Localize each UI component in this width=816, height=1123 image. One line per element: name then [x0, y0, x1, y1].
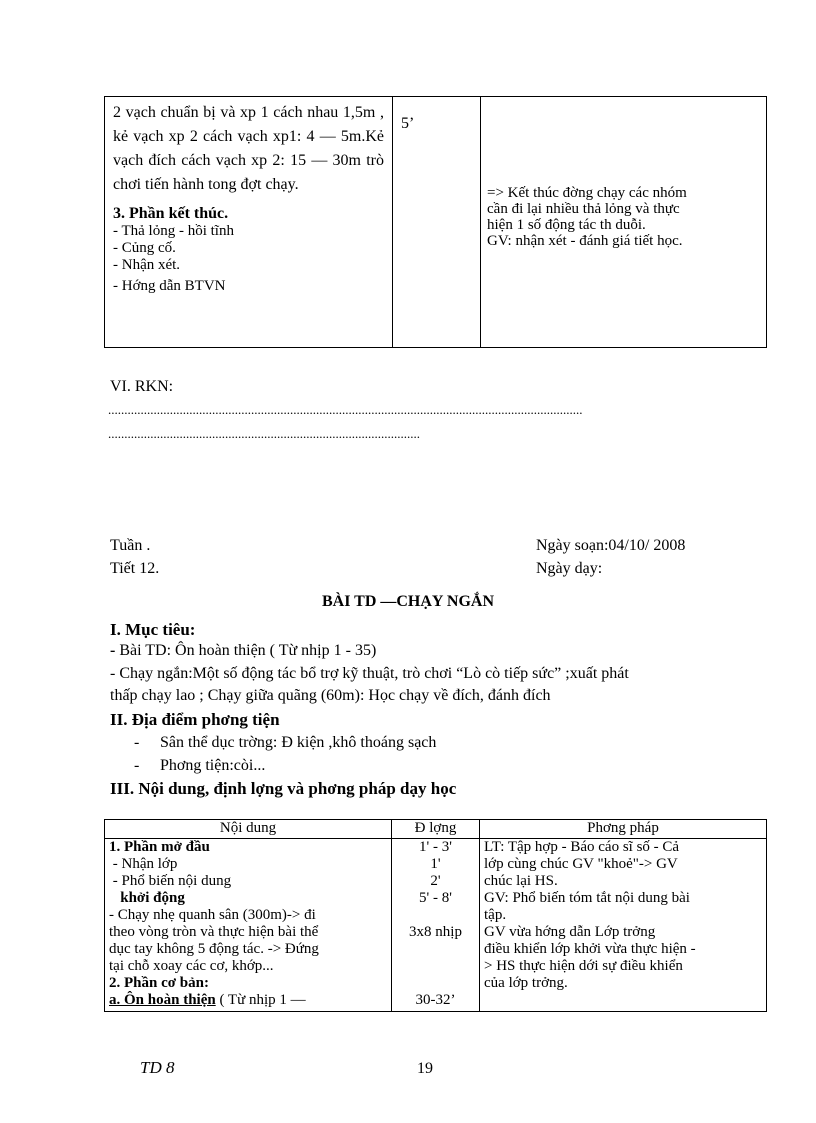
tuan-label: Tuần .: [110, 537, 151, 554]
right-line: GV: nhận xét - đánh giá tiết học.: [487, 233, 683, 249]
method-line: chúc lại HS.: [484, 873, 558, 889]
method-line: lớp cùng chúc GV "khoẻ"-> GV: [484, 856, 678, 872]
header-method: Phơng pháp: [480, 820, 767, 839]
bullet-dash: -: [134, 757, 140, 774]
ngay-soan: Ngày soạn:04/10/ 2008: [536, 537, 686, 554]
content-line: - Nhận lớp: [109, 856, 178, 872]
right-line: hiện 1 số động tác th duỗi.: [487, 217, 646, 233]
method-line: tập.: [484, 907, 507, 923]
content-cell: [105, 839, 392, 1012]
right-line: cần đi lại nhiều thả lỏng và thực: [487, 201, 680, 217]
method-line: GV: Phổ biến tóm tắt nội dung bài: [484, 890, 690, 906]
amount-value: [396, 958, 475, 975]
lesson-table: [104, 819, 767, 1012]
top-left-paragraph: 2 vạch chuẩn bị và xp 1 cách nhau 1,5m , kẻ vạch xp 2 cách vạch xp1: 4 — 5m.Kẻ vạch đích cách vạch xp 2: 15 — 30m trò chơi tiến hành tong đợt chạy.: [113, 104, 384, 193]
amount-value: [396, 907, 475, 924]
ngay-day: Ngày dạy:: [536, 560, 603, 577]
content-line: - Chạy nhẹ quanh sân (300m)-> đi: [109, 907, 316, 923]
table-row: [105, 839, 767, 1012]
method-line: của lớp trởng.: [484, 975, 568, 991]
amount-value: [396, 975, 475, 992]
content-line: dục tay không 5 động tác. -> Đứng: [109, 941, 319, 957]
content-line: tại chỗ xoay các cơ, khớp...: [109, 958, 274, 974]
equipment-item: Phơng tiện:còi...: [160, 757, 266, 774]
amount-value: 2': [430, 873, 441, 889]
lesson-title: BÀI TD —CHẠY NGẮN: [321, 593, 494, 610]
section-1-heading: I. Mục tiêu:: [110, 620, 196, 639]
objective-line-1: - Bài TD: Ôn hoàn thiện ( Từ nhịp 1 - 35): [110, 642, 377, 659]
method-line: GV vừa hớng dẫn Lớp trởng: [484, 924, 656, 940]
end-item: - Thả lỏng - hồi tĩnh: [113, 223, 234, 239]
header-amount: Đ lợng: [392, 820, 480, 839]
content-line: theo vòng tròn và thực hiện bài thể: [109, 924, 319, 940]
amount-value: 30-32’: [415, 992, 456, 1008]
top-table-left-cell: [105, 97, 393, 348]
amount-cell: [392, 839, 480, 1012]
top-table: [104, 96, 767, 348]
rkn-dotted-line-1: ..................................................................................................................................................: [108, 402, 583, 417]
amount-value: 1': [430, 856, 441, 872]
amount-value: [396, 941, 475, 958]
header-content: Nội dung: [105, 820, 392, 839]
amount-value: 3x8 nhịp: [409, 924, 462, 940]
location-item: Sân thể dục trờng: Đ kiện ,khô thoáng sạch: [160, 734, 437, 751]
top-table-time-cell: [393, 97, 481, 348]
content-line: khởi động: [109, 890, 185, 906]
content-line: - Phổ biến nội dung: [109, 873, 232, 889]
method-line: > HS thực hiện dới sự điều khiển: [484, 958, 683, 974]
end-item: - Nhận xét.: [113, 257, 181, 273]
content-line: 1. Phần mở đầu: [109, 839, 210, 855]
amount-value: 5' - 8': [419, 890, 452, 906]
content-line: a. Ôn hoàn thiện ( Từ nhịp 1 —: [109, 992, 306, 1008]
rkn-label: VI. RKN:: [110, 378, 174, 395]
footer-course: TD 8: [140, 1058, 175, 1077]
end-item: - Củng cố.: [113, 240, 176, 256]
objective-line-3: thấp chạy lao ; Chạy giữa quãng (60m): Học chạy về đích, đánh đích: [110, 687, 551, 704]
end-item: - Hớng dẫn BTVN: [113, 278, 226, 294]
page-number: 19: [417, 1060, 433, 1077]
top-table-right-cell: [481, 97, 767, 348]
bullet-dash: -: [134, 734, 140, 751]
amount-value: 1' - 3': [419, 839, 452, 855]
table-header-row: [105, 820, 767, 839]
tiet-label: Tiết 12.: [110, 560, 160, 577]
method-line: LT: Tập hợp - Báo cáo sĩ số - Cả: [484, 839, 680, 855]
section-3-heading: III. Nội dung, định lợng và phơng pháp dạy học: [110, 779, 457, 798]
rkn-dotted-line-2: ................................................................................................: [108, 426, 420, 441]
end-section-heading: 3. Phần kết thúc.: [113, 205, 229, 222]
content-line: 2. Phần cơ bản:: [109, 975, 209, 991]
right-line: => Kết thúc đờng chạy các nhóm: [487, 185, 687, 201]
section-2-heading: II. Địa điểm phơng tiện: [110, 710, 280, 729]
method-line: điều khiển lớp khởi vừa thực hiện -: [484, 941, 696, 957]
objective-line-2: - Chạy ngắn:Một số động tác bổ trợ kỹ thuật, trò chơi “Lò cò tiếp sức” ;xuất phát: [110, 665, 629, 682]
top-time: 5’: [401, 115, 415, 132]
method-cell: [480, 839, 767, 1012]
